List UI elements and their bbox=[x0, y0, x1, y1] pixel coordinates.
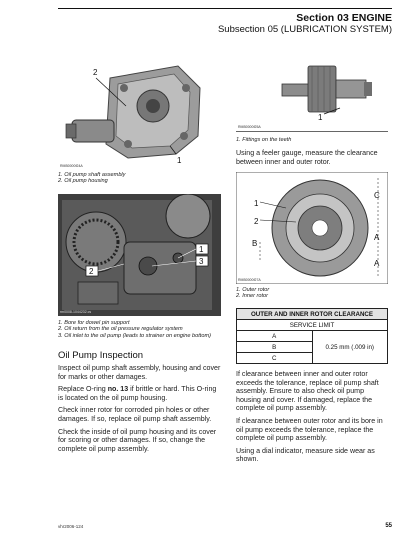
callout-2: 2 bbox=[89, 267, 94, 276]
section-heading: Oil Pump Inspection bbox=[58, 350, 144, 361]
figure-caption: 1. Outer rotor 2. Inner rotor bbox=[236, 287, 270, 300]
callout-A: A bbox=[374, 233, 380, 242]
paragraph: Replace O-ring no. 13 if brittle or hard. This O-ring is located on the oil pump housing. bbox=[58, 385, 217, 402]
section-title: Section 03 ENGINE bbox=[296, 12, 392, 24]
header-rule bbox=[58, 8, 392, 9]
figure-caption: 1. Oil pump shaft assembly 2. Oil pump housing bbox=[58, 172, 126, 185]
callout-1: 1 bbox=[177, 156, 182, 165]
callout-C: C bbox=[374, 191, 380, 200]
callout-1: 1 bbox=[199, 245, 204, 254]
figure-pump-assembly bbox=[58, 58, 221, 170]
callout-2: 2 bbox=[93, 68, 98, 77]
right-column-text bbox=[236, 370, 388, 468]
figure-shaft bbox=[236, 58, 388, 132]
table-title: OUTER AND INNER ROTOR CLEARANCE bbox=[237, 309, 388, 320]
callout-2: 2 bbox=[254, 217, 259, 226]
subsection-title: Subsection 05 (LUBRICATION SYSTEM) bbox=[217, 24, 392, 35]
callout-1: 1 bbox=[318, 113, 323, 122]
table-row bbox=[237, 309, 388, 320]
callout-1: 1 bbox=[254, 199, 259, 208]
table-cell: B bbox=[237, 342, 313, 353]
table-subtitle: SERVICE LIMIT bbox=[237, 320, 388, 331]
figure-caption: 1. Bore for dowel pin support 2. Oil return from the oil pressure regulator system 3. Oil inlet to the oil pump (leads to strainer on engine bottom) bbox=[58, 320, 211, 339]
table-row bbox=[237, 331, 388, 342]
callout-A: A bbox=[374, 259, 380, 268]
figure-code: RMB0000f25A bbox=[238, 125, 261, 129]
page-number: 55 bbox=[385, 523, 392, 529]
intro-paragraph: Using a feeler gauge, measure the clearance between inner and outer rotor. bbox=[236, 149, 378, 166]
service-limit-value: 0.25 mm (.009 in) bbox=[312, 331, 388, 364]
paragraph: Inspect oil pump shaft assembly, housing and cover for marks or other damages. bbox=[58, 364, 221, 381]
table-row bbox=[237, 320, 388, 331]
footer-doc-code: vhr2006-124 bbox=[58, 524, 84, 529]
callout-3: 3 bbox=[199, 257, 204, 266]
inspection-text bbox=[58, 364, 221, 457]
figure-caption: 1. Fittings on the teeth bbox=[236, 137, 292, 143]
figure-engine bbox=[58, 194, 221, 316]
paragraph: Check inner rotor for corroded pin holes or other damages. If so, replace oil pump shaft assembly. bbox=[58, 406, 212, 423]
paragraph: Using a dial indicator, measure side wear as shown. bbox=[236, 446, 375, 464]
callout-B: B bbox=[252, 239, 258, 248]
figure-rotor bbox=[236, 172, 388, 284]
paragraph: If clearance between outer rotor and its bore in oil pump exceeds the tolerance, replace the complete oil pump assembly. bbox=[236, 416, 383, 443]
paragraph: Check the inside of oil pump housing and its cover for scoring or other damages. If so, change the complete oil pump assembly. bbox=[58, 427, 217, 453]
figure-code: rm0008-1044232.cs bbox=[60, 310, 92, 314]
paragraph: If clearance between inner and outer rotor exceeds the tolerance, replace oil pump shaft assembly. Ensure to also check oil pump housing and cover. If damaged, replace the complete oil pump assembly. bbox=[236, 370, 379, 413]
figure-code: RMB0000f27A bbox=[238, 278, 261, 282]
table-cell: A bbox=[237, 331, 313, 342]
figure-code: RMB0000f24A bbox=[60, 164, 83, 168]
rotor-clearance-table bbox=[236, 308, 388, 364]
table-cell: C bbox=[237, 353, 313, 364]
